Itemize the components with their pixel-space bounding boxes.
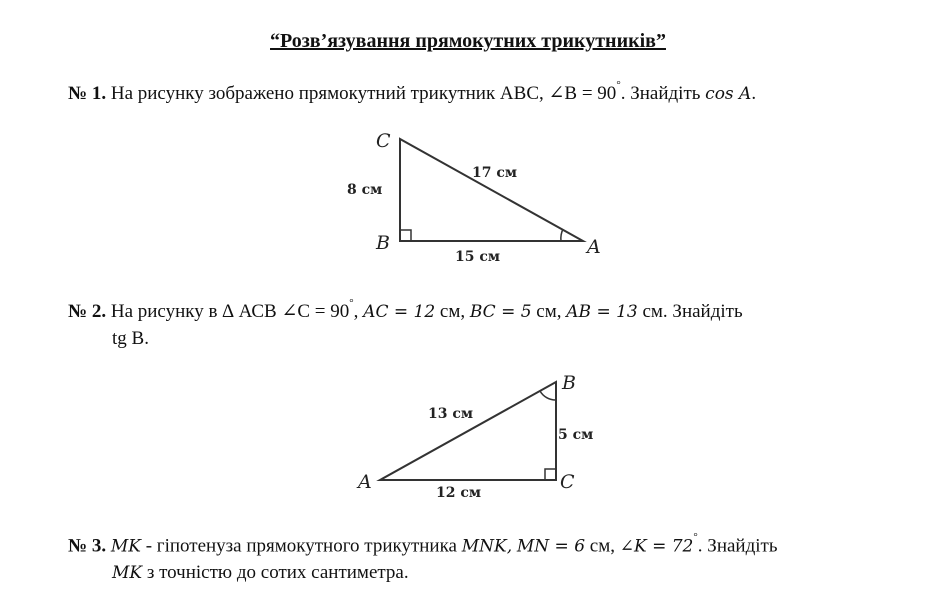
task3-mk-2: MK: [112, 563, 143, 583]
task1-triangle-figure: [335, 125, 635, 270]
task1-text-b: . Знайдіть: [620, 83, 706, 104]
task1-statement: [68, 78, 757, 105]
side-ac-label: 12 см: [436, 485, 482, 501]
side-ab-label: 13 см: [428, 406, 474, 422]
vertex-c-label-2: C: [560, 471, 575, 493]
angle-arc-a: [561, 229, 563, 241]
task2-ac: AC = 12: [363, 302, 436, 322]
task3-degree: °: [693, 531, 698, 543]
task2-text-b: ,: [353, 301, 364, 322]
task3-statement: [68, 531, 778, 557]
task1-number: № 1.: [68, 83, 107, 104]
right-angle-mark-c: [545, 469, 556, 480]
worksheet-title: “Розв’язування прямокутних трикутників”: [270, 30, 666, 52]
task2-text-d: см,: [531, 301, 567, 322]
task3-mk: MK: [110, 536, 141, 557]
triangle-acb: [380, 382, 556, 480]
task1-text: На рисунку зображено прямокутний трикутник АВС, ∠В = 90: [110, 83, 617, 104]
task3-text-c: . Знайдіть: [697, 535, 778, 557]
task3-text: - гіпотенуза прямокутного трикутника: [140, 535, 462, 557]
task1-text-c: .: [751, 83, 757, 104]
side-ca-label: 17 см: [472, 165, 518, 181]
vertex-b-label-2: B: [562, 372, 576, 394]
task2-text-e: см. Знайдіть: [637, 301, 743, 322]
side-cb-label: 8 см: [347, 182, 383, 198]
vertex-a-label: A: [587, 236, 601, 258]
task2-degree: °: [349, 296, 354, 309]
task3-mnk: MNK,: [461, 536, 513, 557]
task3-continuation: [112, 562, 409, 584]
task2-statement: [68, 296, 743, 323]
right-angle-mark-b: [400, 230, 411, 241]
task2-text: На рисунку в ∆ АСВ ∠С = 90: [110, 301, 350, 322]
task3-text-d: з точністю до сотих сантиметра.: [142, 562, 409, 583]
task2-bc: BC = 5: [469, 302, 532, 322]
task1-formula: cos A: [705, 84, 752, 104]
task2-triangle-figure: [350, 370, 620, 505]
task3-number: № 3.: [68, 535, 107, 557]
task3-angle: ∠K = 72: [619, 536, 694, 557]
side-ba-label: 15 см: [455, 249, 501, 265]
vertex-b-label: B: [376, 232, 390, 254]
task2-ab: AB = 13: [566, 302, 638, 322]
task3-mn: MN = 6: [516, 536, 586, 557]
task1-degree: °: [616, 78, 621, 91]
vertex-a-label-2: A: [358, 471, 372, 493]
task2-number: № 2.: [68, 301, 107, 322]
task3-text-b: см,: [585, 535, 620, 557]
side-bc-label: 5 см: [558, 427, 594, 443]
task2-question: tg B.: [112, 328, 149, 349]
angle-arc-b: [540, 391, 556, 400]
triangle-abc: [400, 139, 583, 241]
task2-text-c: см,: [435, 301, 470, 322]
vertex-c-label: C: [376, 130, 391, 152]
